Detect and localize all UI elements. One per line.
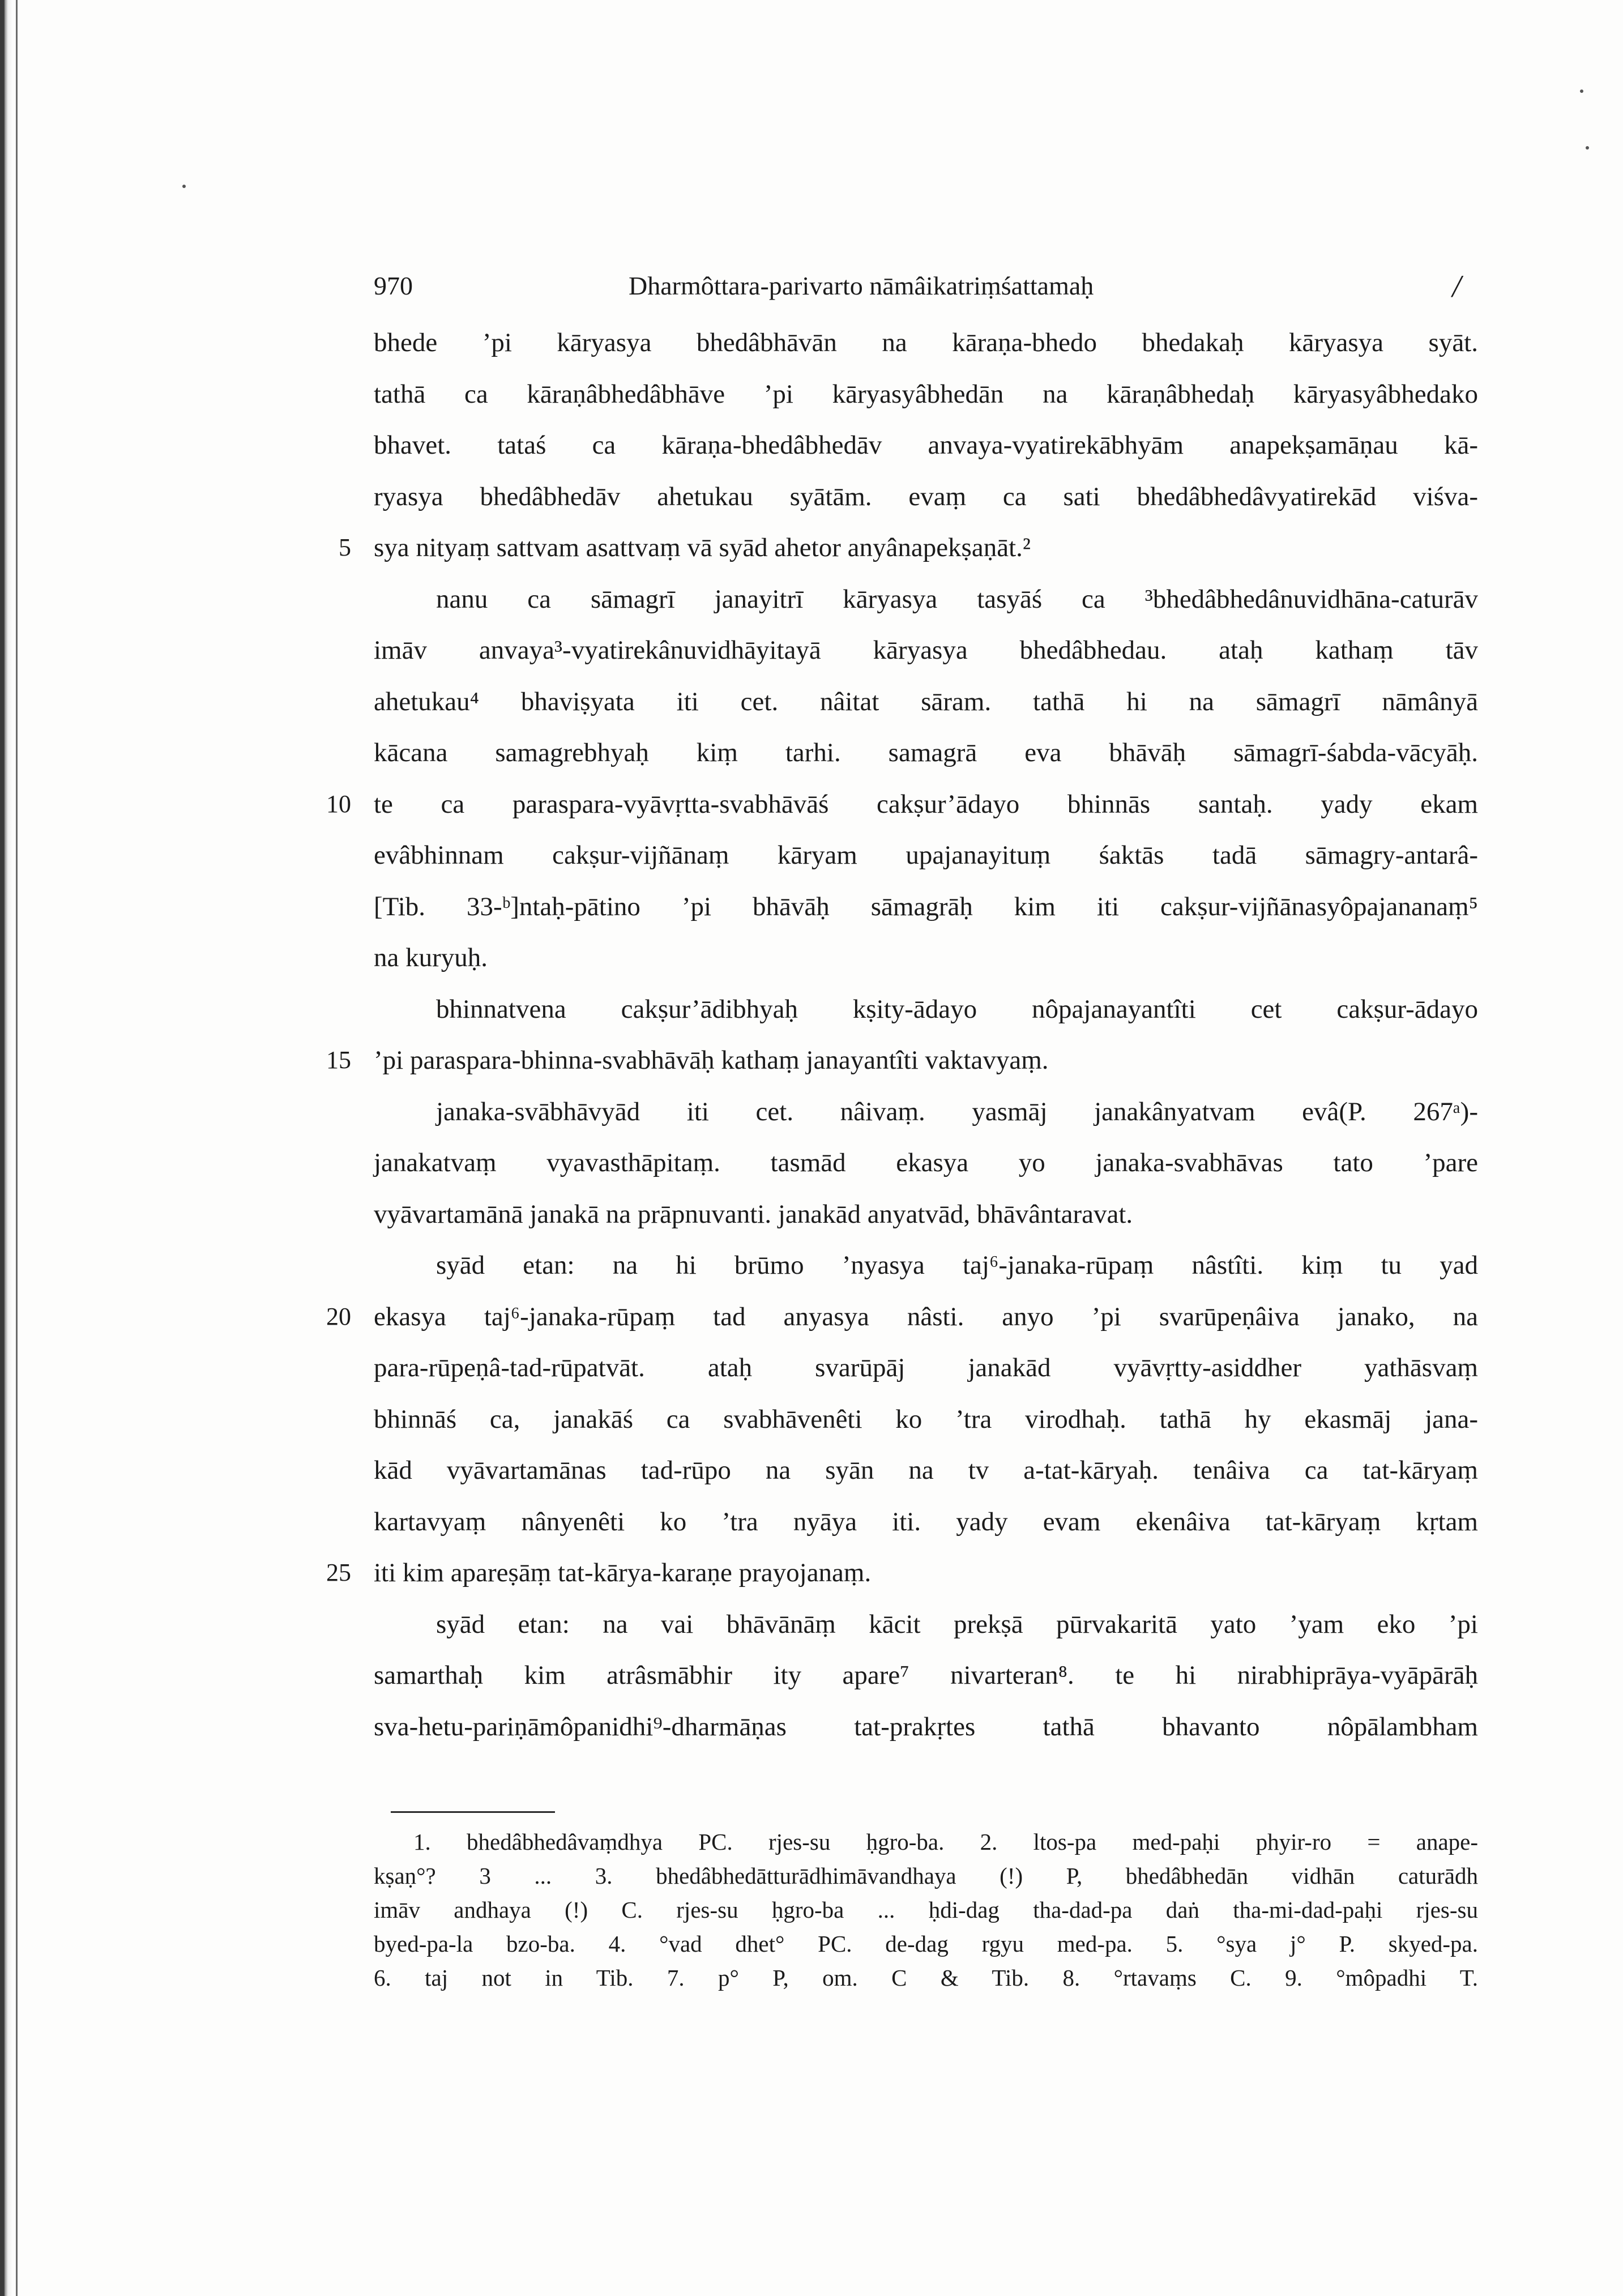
text-line xyxy=(374,471,1478,523)
line-text: syād etan: na vai bhāvānāṃ kācit prekṣā pūrvakaritā yato ’yam eko ’pi xyxy=(436,1609,1478,1639)
text-line xyxy=(374,1394,1478,1445)
speck xyxy=(1586,146,1589,150)
line-number: 20 xyxy=(326,1302,351,1330)
binding-edge-line xyxy=(16,0,18,2296)
footnote-line: byed-pa-la bzo-ba. 4. °vad dhet° PC. de-dag rgyu med-pa. 5. °sya j° P. skyed-pa. xyxy=(374,1931,1478,1957)
line-text: sya nityaṃ sattvam asattvaṃ vā syād ahetor anyânapekṣaṇāt.² xyxy=(374,533,1031,562)
text-line xyxy=(374,317,1478,369)
line-text: te ca paraspara-vyāvṛtta-svabhāvāś cakṣur’ādayo bhinnās santaḥ. yady ekam xyxy=(374,789,1478,819)
text-line xyxy=(374,1189,1478,1240)
line-text: ahetukau⁴ bhaviṣyata iti cet. nâitat sāram. tathā hi na sāmagrī nāmânyā xyxy=(374,686,1478,716)
line-text: ’pi paraspara-bhinna-svabhāvāḥ kathaṃ janayantîti vaktavyaṃ. xyxy=(374,1045,1049,1075)
text-line xyxy=(374,676,1478,728)
binding-edge xyxy=(0,0,12,2296)
footnotes xyxy=(374,1825,1478,1995)
running-title: Dharmôttara-parivarto nāmâikatriṃśattamaḥ xyxy=(629,271,1094,300)
text-line xyxy=(374,984,1478,1035)
footnote-line: 1. bhedâbhedâvaṃdhya PC. rjes-su ḥgro-ba. 2. ltos-pa med-paḥi phyir-ro = anape- xyxy=(413,1829,1478,1855)
text-line xyxy=(374,1496,1478,1548)
line-text: [Tib. 33-ᵇ]ntaḥ-pātino ’pi bhāvāḥ sāmagrāḥ kim iti cakṣur-vijñānasyôpajananaṃ⁵ xyxy=(374,891,1478,921)
line-text: bhinnāś ca, janakāś ca svabhāvenêti ko ’tra virodhaḥ. tathā hy ekasmāj jana- xyxy=(374,1404,1478,1434)
line-text: vyāvartamānā janakā na prāpnuvanti. janakād anyatvād, bhāvântaravat. xyxy=(374,1199,1133,1229)
text-line xyxy=(326,1291,1478,1343)
line-number: 25 xyxy=(326,1559,351,1586)
line-text: janakatvaṃ vyavasthāpitaṃ. tasmād ekasya yo janaka-svabhāvas tato ’pare xyxy=(374,1148,1478,1177)
text-line xyxy=(374,1342,1478,1394)
text-line xyxy=(326,1547,1478,1599)
page-number: 970 xyxy=(374,271,413,300)
main-text xyxy=(326,317,1478,1752)
text-line xyxy=(374,1650,1478,1701)
text-line xyxy=(374,369,1478,420)
speck xyxy=(182,185,186,188)
line-text: evâbhinnam cakṣur-vijñānaṃ kāryam upajanayituṃ śaktās tadā sāmagry-antarâ- xyxy=(374,840,1478,870)
line-text: para-rūpeṇâ-tad-rūpatvāt. ataḥ svarūpāj janakād vyāvṛtty-asiddher yathāsvaṃ xyxy=(374,1353,1478,1382)
footnote-rule xyxy=(391,1811,555,1813)
text-line xyxy=(374,727,1478,779)
line-text: imāv anvaya³-vyatirekânuvidhāyitayā kāryasya bhedâbhedau. ataḥ kathaṃ tāv xyxy=(374,635,1478,665)
line-text: samarthaḥ kim atrâsmābhir ity apare⁷ nivarteran⁸. te hi nirabhiprāya-vyāpārāḥ xyxy=(374,1661,1478,1690)
line-text: na kuryuḥ. xyxy=(374,943,488,972)
text-line xyxy=(326,779,1478,830)
text-line xyxy=(374,625,1478,676)
text-line xyxy=(374,1240,1478,1291)
text-line xyxy=(374,420,1478,471)
line-number: 15 xyxy=(326,1046,351,1074)
line-text: bhavet. tataś ca kāraṇa-bhedâbhedāv anvaya-vyatirekābhyām anapekṣamāṇau kā- xyxy=(374,430,1478,460)
footnote-line: imāv andhaya (!) C. rjes-su ḥgro-ba ... ḥdi-dag tha-dad-pa daṅ tha-mi-dad-paḥi rjes-su xyxy=(374,1897,1478,1923)
line-text: ekasya taj⁶-janaka-rūpaṃ tad anyasya nâsti. anyo ’pi svarūpeṇâiva janako, na xyxy=(374,1301,1478,1331)
text-line xyxy=(374,830,1478,881)
footnote-line: 6. taj not in Tib. 7. p° P, om. C & Tib. 8. °rtavaṃs C. 9. °môpadhi T. xyxy=(374,1965,1478,1991)
line-text: bhede ’pi kāryasya bhedâbhāvān na kāraṇa-bhedo bhedakaḥ kāryasya syāt. xyxy=(374,328,1478,357)
text-line xyxy=(339,522,1478,574)
line-text: sva-hetu-pariṇāmôpanidhi⁹-dharmāṇas tat-prakṛtes tathā bhavanto nôpālambham xyxy=(374,1712,1478,1742)
margin-mark: / xyxy=(1452,269,1461,304)
line-text: iti kim apareṣāṃ tat-kārya-karaṇe prayojanaṃ. xyxy=(374,1558,872,1587)
text-line xyxy=(326,1035,1478,1086)
line-text: janaka-svābhāvyād iti cet. nâivaṃ. yasmāj janakânyatvam evâ(P. 267ᵃ)- xyxy=(436,1096,1478,1126)
text-line xyxy=(374,1599,1478,1650)
text-line xyxy=(374,1086,1478,1138)
text-line xyxy=(374,1445,1478,1496)
line-text: bhinnatvena cakṣur’ādibhyaḥ kṣity-ādayo nôpajanayantîti cet cakṣur-ādayo xyxy=(436,994,1478,1024)
line-number: 10 xyxy=(326,789,351,818)
line-text: kartavyaṃ nânyenêti ko ’tra nyāya iti. yady evam ekenâiva tat-kāryaṃ kṛtam xyxy=(374,1507,1478,1537)
footnote-line: kṣaṇ°? 3 ... 3. bhedâbhedātturādhimāvandhaya (!) P, bhedâbhedān vidhān caturādh xyxy=(374,1863,1478,1889)
line-text: kād vyāvartamānas tad-rūpo na syān na tv a-tat-kāryaḥ. tenâiva ca tat-kāryaṃ xyxy=(374,1456,1478,1485)
text-line xyxy=(374,932,1478,984)
line-text: nanu ca sāmagrī janayitrī kāryasya tasyāś ca ³bhedâbhedânuvidhāna-caturāv xyxy=(436,584,1478,614)
text-line xyxy=(374,574,1478,625)
line-text: tathā ca kāraṇâbhedâbhāve ’pi kāryasyâbhedān na kāraṇâbhedaḥ kāryasyâbhedako xyxy=(374,379,1478,409)
text-line xyxy=(374,1137,1478,1189)
line-text: syād etan: na hi brūmo ’nyasya taj⁶-janaka-rūpaṃ nâstîti. kiṃ tu yad xyxy=(436,1251,1478,1280)
line-number: 5 xyxy=(339,534,351,561)
text-line xyxy=(374,881,1478,933)
line-text: ryasya bhedâbhedāv ahetukau syātām. evaṃ ca sati bhedâbhedâvyatirekād viśva- xyxy=(374,481,1478,511)
text-line xyxy=(374,1701,1478,1753)
line-text: kācana samagrebhyaḥ kiṃ tarhi. samagrā eva bhāvāḥ sāmagrī-śabda-vācyāḥ. xyxy=(374,738,1478,767)
running-header xyxy=(374,271,1484,310)
speck xyxy=(1580,89,1583,93)
